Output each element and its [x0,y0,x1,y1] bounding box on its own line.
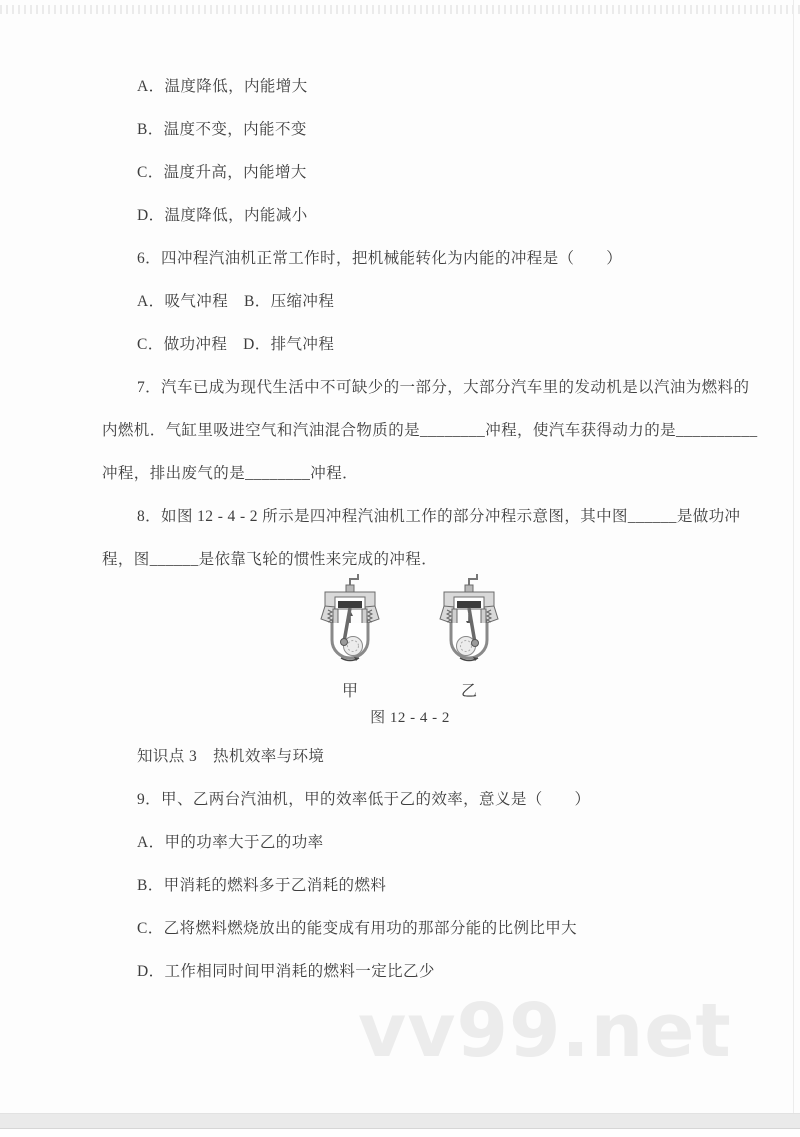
page-right-border [793,0,794,1113]
question-block-upper [102,65,758,581]
figure-12-4-2 [0,572,800,732]
watermark-text: vv99.net [358,988,732,1074]
page-separator [0,1113,800,1129]
q9-option-b-line: B．甲消耗的燃料多于乙消耗的燃料 [137,877,387,894]
option-a-line: A．温度降低，内能增大 [137,78,308,95]
question-7-line-3: 冲程，排出废气的是________冲程． [102,465,359,482]
option-c-line: C．温度升高，内能增大 [137,164,307,181]
knowledge-point-3-heading: 知识点 3 热机效率与环境 [137,748,325,765]
q9-option-c-line: C．乙将燃料燃烧放出的能变成有用功的那部分能的比例比甲大 [137,920,578,937]
question-7-line-2: 内燃机．气缸里吸进空气和汽油混合物质的是________冲程，使汽车获得动力的是__________ [102,422,758,439]
question-8-line-2: 程，图______是依靠飞轮的惯性来完成的冲程． [102,551,438,568]
q9-option-a-line: A．甲的功率大于乙的功率 [137,834,324,851]
figure-label-jia: 甲 [341,683,358,700]
q6-options-ab-line: A．吸气冲程 B．压缩冲程 [137,293,335,310]
question-7-line-1: 7．汽车已成为现代生活中不可缺少的一部分，大部分汽车里的发动机是以汽油为燃料的 [137,379,750,396]
engine-diagram-yi [439,572,499,676]
q9-option-d-line: D．工作相同时间甲消耗的燃料一定比乙少 [137,963,435,980]
q6-options-cd-line: C．做功冲程 D．排气冲程 [137,336,335,353]
figure-label-yi: 乙 [460,683,477,700]
figure-caption: 图 12 - 4 - 2 [370,710,450,726]
next-page-top [0,1129,800,1137]
question-block-lower [102,735,752,993]
option-d-line: D．温度降低，内能减小 [137,207,308,224]
question-6-line: 6．四冲程汽油机正常工作时，把机械能转化为内能的冲程是（ ） [137,250,623,267]
option-b-line: B．温度不变，内能不变 [137,121,307,138]
question-8-line-1: 8．如图 12 - 4 - 2 所示是四冲程汽油机工作的部分冲程示意图，其中图______是做功冲 [137,508,741,525]
question-9-line: 9．甲、乙两台汽油机，甲的效率低于乙的效率，意义是（ ） [137,791,591,808]
page-tear-edge [0,5,800,14]
engine-diagram-jia [320,572,380,676]
